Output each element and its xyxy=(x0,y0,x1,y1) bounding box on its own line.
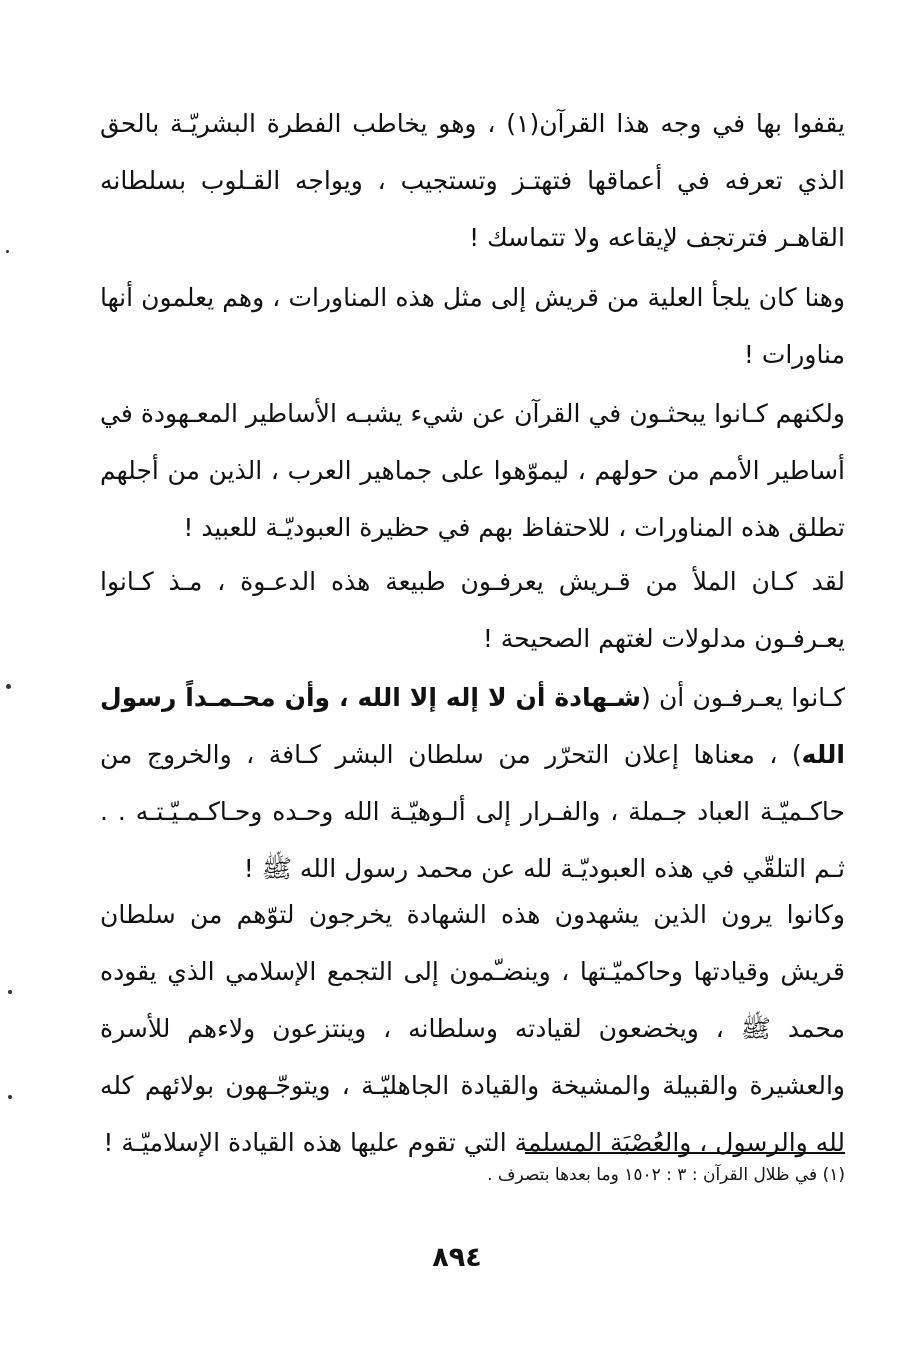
paragraph-2: وهنا كان يلجأ العلية من قريش إلى مثل هذه المناورات ، وهم يعلمون أنها مناورات ! xyxy=(100,283,845,369)
scan-speck xyxy=(8,1095,12,1099)
scan-speck xyxy=(6,250,9,253)
paragraph-5 xyxy=(100,669,845,897)
page-number: ٨٩٤ xyxy=(432,1242,482,1273)
scan-speck xyxy=(6,684,11,689)
paragraph-1: يقفوا بها في وجه هذا القرآن(١) ، وهو يخاطب الفطرة البشريّـة بالحق الذي تعرفه في أعماقها فتهتـز وتستجيب ، ويواجه القـلوب بسلطانه القاهـر فترتجف لإيقاعه ولا تتماسك ! xyxy=(100,109,845,252)
paragraph-5-lead: كـانوا يعـرفـون أن ( xyxy=(641,683,846,712)
paragraph-3: ولكنهم كـانوا يبحثـون في القرآن عن شيء يشبـه الأساطير المعـهودة في أساطير الأمم من حولهم ، ليموّهوا على جماهير العرب ، الذين من أجلهم تطلق هذه المناورات ، للاحتفاظ بهم في حظيرة العبوديّـة للعبيد ! xyxy=(100,399,845,542)
footnote: (١) في ظلال القرآن : ٣ : ١٥٠٢ وما بعدها بتصرف . xyxy=(487,1165,845,1185)
shahada-phrase: شـهادة أن لا إله إلا الله ، وأن محـمـداً رسول الله xyxy=(100,683,845,769)
paragraph-5-rest: ) ، معناها إعلان التحرّر من سلطان البشر كـافة ، والخروج من حاكـميّـة العباد جـملة ، والفـرار إلى ألـوهيّـة الله وحـده وحـاكـمـيّـتـه . . ثـم التلقّي في هذه العبوديّـة لله عن محمد رسول الله ﷺ ! xyxy=(100,740,845,883)
footnote-separator xyxy=(525,1152,845,1154)
paragraph-6: وكانوا يرون الذين يشهدون هذه الشهادة يخرجون لتوّهم من سلطان قريش وقيادتها وحاكميّـتها ، وينضـّمون إلى التجمع الإسلامي الذي يقوده محمد ﷺ ، ويخضعون لقيادته وسلطانه ، وينتزعون ولاءهم للأسرة والعشيرة والقبيلة والمشيخة والقيادة الجاهليّـة ، ويتوجّـهون بولائهم كله لله والرسول ، والعُصْبَة المسلمة التي تقوم عليها هذه القيادة الإسلاميّـة ! xyxy=(100,900,845,1157)
scan-speck xyxy=(8,990,12,994)
paragraph-4: لقد كـان الملأ من قـريش يعرفـون طبيعة هذه الدعـوة ، مـذ كـانوا يعـرفـون مدلولات لغتهم الصحيحة ! xyxy=(100,567,845,653)
